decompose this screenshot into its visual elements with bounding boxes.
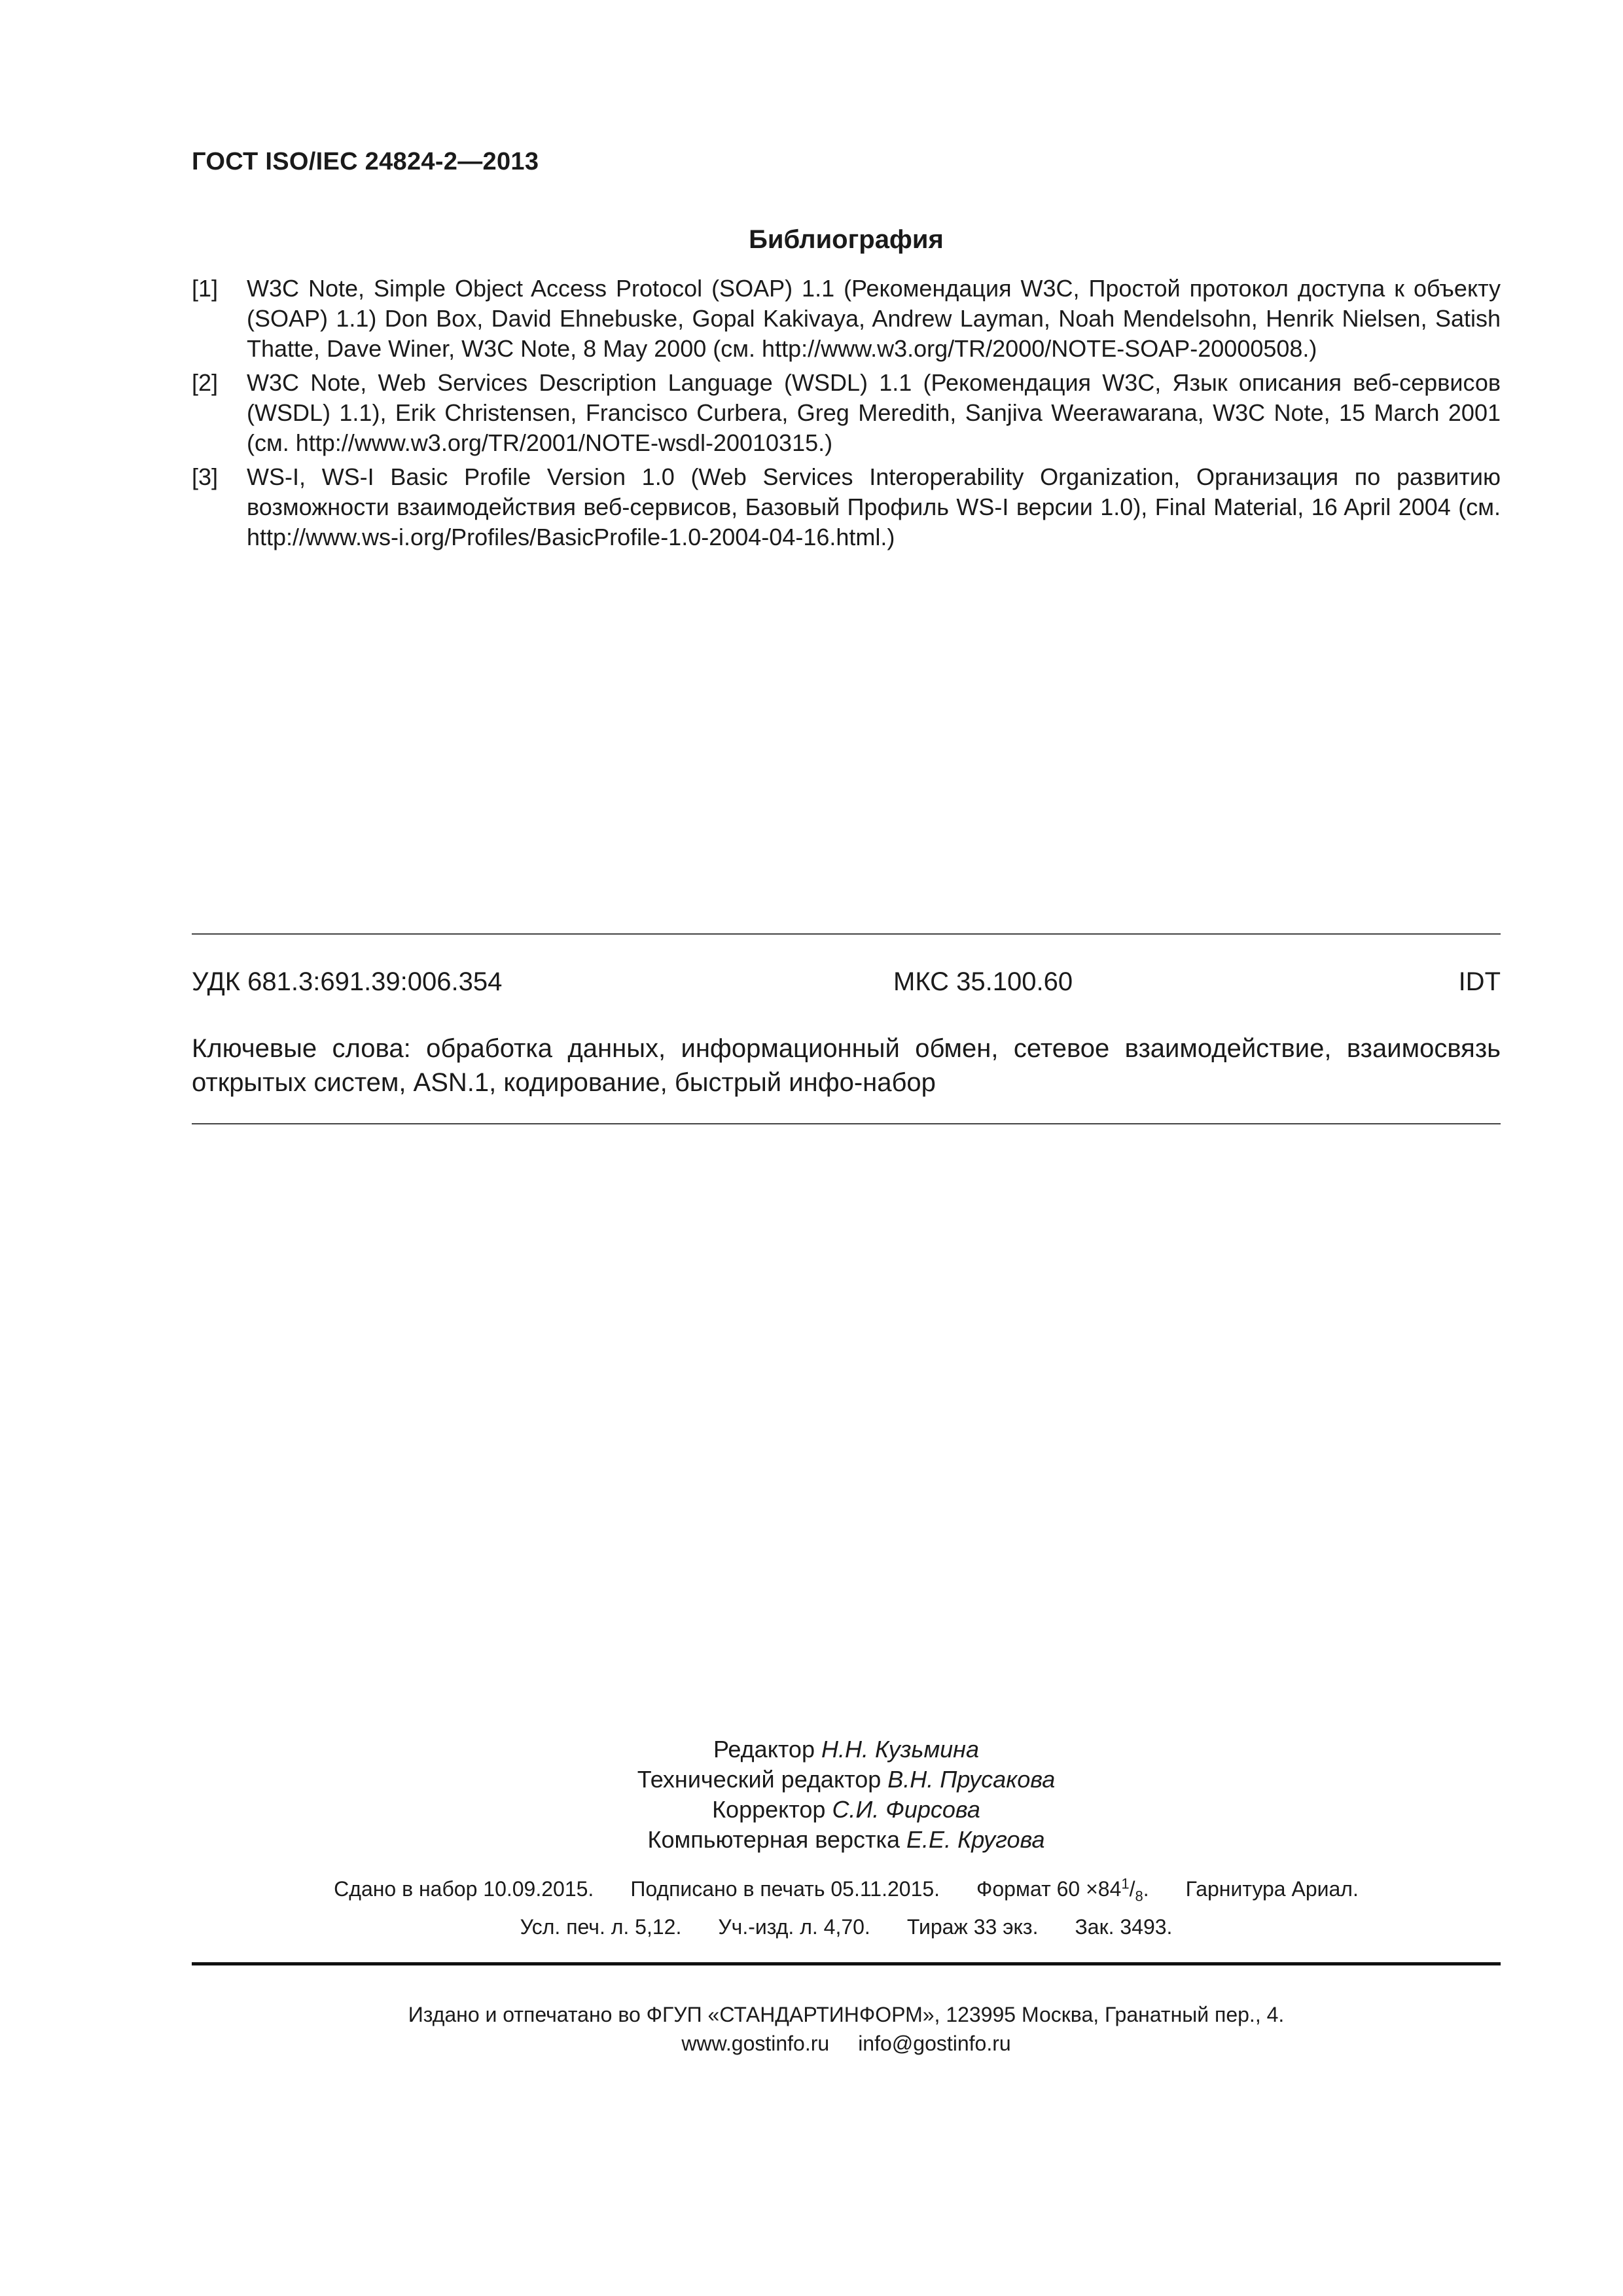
bibliography-item-number: [1] [192, 275, 219, 302]
publisher-website: www.gostinfo.ru [681, 2032, 830, 2055]
signed-for-print: Подписано в печать 05.11.2015. [630, 1877, 940, 1901]
pub-sheets: Уч.-изд. л. 4,70. [718, 1915, 870, 1939]
publisher-line: Издано и отпечатано во ФГУП «СТАНДАРТИНФОРМ», 123995 Москва, Гранатный пер., 4. [408, 2003, 1285, 2026]
bibliography-title: Библиография [749, 225, 944, 254]
typeface: Гарнитура Ариал. [1185, 1877, 1359, 1901]
paper-format: Формат $60 \times 84^1/_8$. [976, 1875, 1149, 1905]
credit-label: Технический редактор [637, 1766, 882, 1793]
keywords: Ключевые слова: обработка данных, информационный обмен, сетевое взаимодействие, взаимосвязь открытых систем, ASN.1, кодирование, быстрый инфо-набор [192, 1034, 1501, 1097]
credit-layout [192, 1825, 1501, 1855]
bibliography-item-number: [3] [192, 463, 219, 490]
credits-block [192, 1734, 1501, 1855]
bibliography-item-text: W3C Note, Simple Object Access Protocol (SOAP) 1.1 (Рекомендация W3C, Простой протокол доступа к объекту (SOAP) 1.1) Don Box, David Ehnebuske, Gopal Kakivaya, Andrew Layman, Noah Mendelsohn, Henrik Nielsen, Satish Thatte, Dave Winer, W3C Note, 8 May 2000 (см. http://www.w3.org/TR/2000/NOTE-SOAP-20000508.) [247, 275, 1501, 362]
divider-top [192, 933, 1501, 935]
credit-editor [192, 1734, 1501, 1765]
mks-code: МКС 35.100.60 [893, 967, 1073, 996]
idt-marker: IDT [1458, 967, 1501, 996]
bibliography-item [192, 462, 1501, 552]
credit-name: Н.Н. Кузьмина [821, 1736, 979, 1763]
bibliography-item [192, 368, 1501, 458]
credit-name: С.И. Фирсова [832, 1796, 980, 1823]
print-sheets: Усл. печ. л. 5,12. [520, 1915, 682, 1939]
credit-label: Компьютерная верстка [647, 1826, 901, 1853]
credit-label: Редактор [713, 1736, 815, 1763]
divider-publisher [192, 1962, 1501, 1965]
credit-name: Е.Е. Кругова [906, 1826, 1045, 1853]
bibliography-item-text: W3C Note, Web Services Description Language (WSDL) 1.1 (Рекомендация W3C, Язык описания веб-сервисов (WSDL) 1.1), Erik Christensen, Francisco Curbera, Greg Meredith, Sanjiva Weerawarana, W3C Note, 15 March 2001 (см. http://www.w3.org/TR/2001/NOTE-wsdl-20010315.) [247, 369, 1501, 456]
bibliography-item [192, 274, 1501, 364]
publisher-email: info@gostinfo.ru [858, 2032, 1011, 2055]
credit-proofreader [192, 1795, 1501, 1825]
print-info-line-1 [192, 1875, 1501, 1905]
bibliography-list [192, 274, 1501, 556]
credit-name: В.Н. Прусакова [887, 1766, 1056, 1793]
credit-label: Корректор [712, 1796, 826, 1823]
publisher-block [192, 2000, 1501, 2058]
udk-code: УДК 681.3:691.39:006.354 [192, 967, 503, 996]
credit-tech-editor [192, 1765, 1501, 1795]
divider-keywords [192, 1123, 1501, 1124]
order-number: Зак. 3493. [1075, 1915, 1173, 1939]
bibliography-item-text: WS-I, WS-I Basic Profile Version 1.0 (Web Services Interoperability Organization, Организация по развитию возможности взаимодействия веб-сервисов, Базовый Профиль WS-I версии 1.0), Final Material, 16 April 2004 (см. http://www.ws-i.org/Profiles/BasicProfile-1.0-2004-04-16.html.) [247, 463, 1501, 550]
print-info-line-2 [192, 1914, 1501, 1940]
sent-to-typeset: Сдано в набор 10.09.2015. [334, 1877, 594, 1901]
bibliography-item-number: [2] [192, 369, 219, 396]
document-header: ГОСТ ISO/IEC 24824-2—2013 [192, 148, 539, 175]
publisher-contacts [192, 2029, 1501, 2058]
circulation: Тираж 33 экз. [906, 1915, 1039, 1939]
